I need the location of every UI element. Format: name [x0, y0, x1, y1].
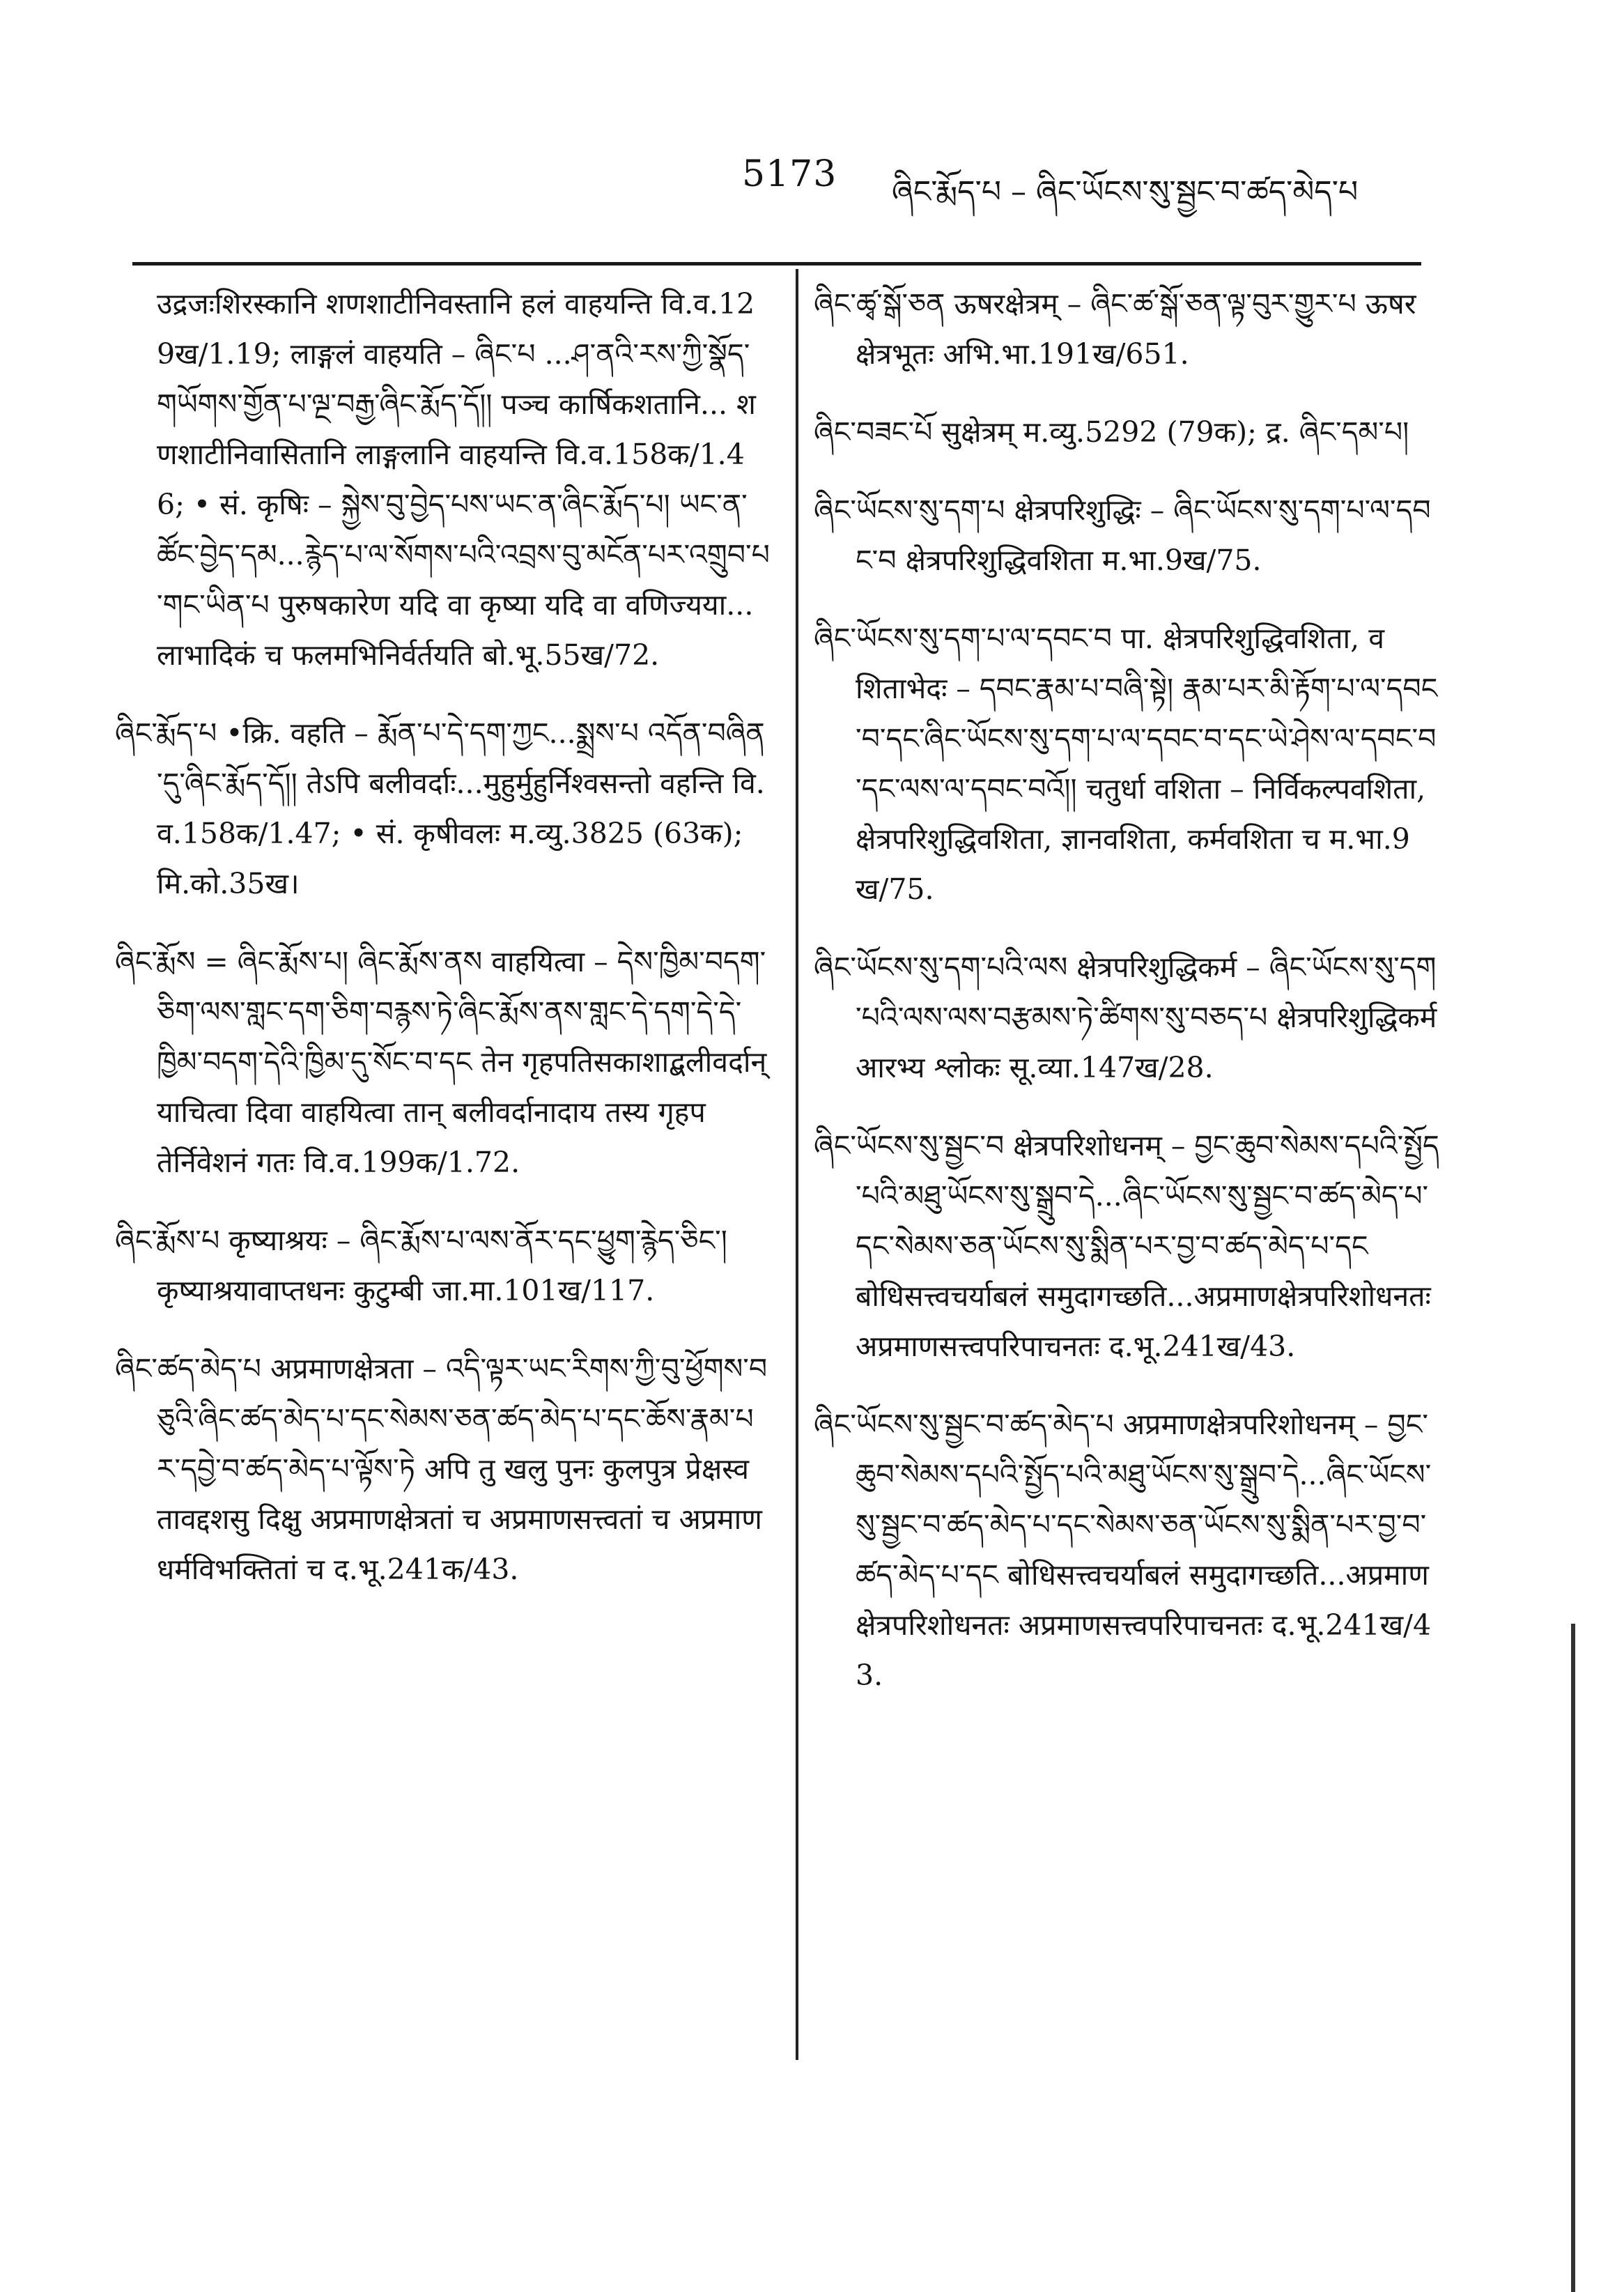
dictionary-entry	[814, 407, 1441, 457]
dictionary-entry	[814, 279, 1441, 379]
page-edge-line	[1571, 1624, 1575, 2292]
entry-text: ཞིང་ཡོངས་སུ་དག་པ་ལ་དབང་བ पा. क्षेत्रपरिशुद्धिवशिता, वशिताभेदः – དབང་རྣམ་པ་བཞི་སྟེ། རྣམ་པར་མི་རྟོག་པ་ལ་དབང་བ་དང་ཞིང་ཡོངས་སུ་དག་པ་ལ་དབང་བ་དང་ཡེ་ཤེས་ལ་དབང་བ་དང་ལས་ལ་དབང་བའོ།། चतुर्धा वशिता – निर्विकल्पवशिता, क्षेत्रपरिशुद्धिवशिता, ज्ञानवशिता, कर्मवशिता च म.भा.9ख/75.	[814, 622, 1438, 906]
entry-text: उद्रजःशिरस्कानि शणशाटीनिवस्तानि हलं वाहयन्ति वि.व.129ख/1.19; लाङ्गलं वाहयति – ཞིང་པ ...ཤ་ནའི་རས་ཀྱི་སྣོད་གཡོགས་གྱོན་པ་ལྔ་བརྒྱ་ཞིང་རྨོད་དོ།། पञ्च कार्षिकशतानि... शणशाटीनिवासितानि लाङ्गलानि वाहयन्ति वि.व.158क/1.46; • सं. कृषिः – སྐྱེས་བུ་བྱེད་པས་ཡང་ན་ཞིང་རྨོད་པ། ཡང་ན་ཚོང་བྱེད་དམ...རྙེད་པ་ལ་སོགས་པའི་འབྲས་བུ་མངོན་པར་འགྲུབ་པ་གང་ཡིན་པ पुरुषकारेण यदि वा कृष्या यदि वा वणिज्यया...लाभादिकं च फलमभिनिर्वर्तयति बो.भू.55ख/72.	[157, 287, 770, 672]
running-head: ཞིང་རྨོད་པ – ཞིང་ཡོངས་སུ་སྦྱང་བ་ཚད་མེད་པ	[892, 174, 1359, 210]
entry-text: ཞིང་རྨོད་པ •क्रि. वहति – རྨོན་པ་དེ་དག་ཀྱང...སྨྲས་པ འདོན་བཞིན་དུ་ཞིང་རྨོད་དོ།། तेऽपि बलीवर्दाः...मुहुर्मुहुर्निश्वसन्तो वहन्ति वि.व.158क/1.47; • सं. कृषीवलः म.व्यु.3825 (63क); मि.को.35ख।	[115, 716, 765, 900]
dictionary-entry	[115, 1344, 770, 1594]
header-rule	[132, 262, 1421, 266]
dictionary-entry	[115, 279, 770, 680]
dictionary-entry	[115, 1215, 770, 1316]
dictionary-entry	[115, 708, 770, 909]
right-column	[814, 279, 1441, 1728]
page-number: 5173	[742, 153, 837, 195]
entry-text: ཞིང་རྨོས = ཞིང་རྨོས་པ། ཞིང་རྨོས་ནས वाहयित्वा – དེས་ཁྱིམ་བདག་ཅིག་ལས་གླང་དག་ཅིག་བརྙས་ཏེ་ཞིང་རྨོས་ནས་གླང་དེ་དག་དེ་དེ་ཁྱིམ་བདག་དེའི་ཁྱིམ་དུ་སོང་བ་དང तेन गृहपतिसकाशाद्बलीवर्दान् याचित्वा दिवा वाहयित्वा तान् बलीवर्दानादाय तस्य गृहपतेर्निवेशनं गतः वि.व.199क/1.72.	[115, 945, 767, 1179]
dictionary-entry	[814, 1121, 1441, 1371]
dictionary-entry	[814, 613, 1441, 914]
entry-text: ཞིང་ཡོངས་སུ་སྦྱང་བ་ཚད་མེད་པ अप्रमाणक्षेत्रपरिशोधनम् – བྱང་ཆུབ་སེམས་དཔའི་སྤྱོད་པའི་མཐུ་ཡོངས་སུ་སྒྲུབ་དེ...ཞིང་ཡོངས་སུ་སྦྱང་བ་ཚད་མེད་པ་དང་སེམས་ཅན་ཡོངས་སུ་སྨིན་པར་བྱ་བ་ཚད་མེད་པ་དང बोधिसत्त्वचर्याबलं समुदागच्छति...अप्रमाणक्षेत्रपरिशोधनतः अप्रमाणसत्त्वपरिपाचनतः द.भू.241ख/43.	[814, 1408, 1432, 1692]
dictionary-entry	[814, 485, 1441, 585]
dictionary-entry	[814, 942, 1441, 1093]
entry-text: ཞིང་ཚད་མེད་པ अप्रमाणक्षेत्रता – འདི་ལྟར་ཡང་རིགས་ཀྱི་བུ་ཕྱོགས་བཅུའི་ཞིང་ཚད་མེད་པ་དང་སེམས་ཅན་ཚད་མེད་པ་དང་ཆོས་རྣམ་པར་དབྱེ་བ་ཚད་མེད་པ་ལྟོས་ཏེ अपि तु खलु पुनः कुलपुत्र प्रेक्षस्व तावद्दशसु दिक्षु अप्रमाणक्षेत्रतां च अप्रमाणसत्त्वतां च अप्रमाणधर्मविभक्तितां च द.भू.241क/43.	[115, 1352, 768, 1586]
dictionary-entry	[814, 1399, 1441, 1700]
column-divider	[796, 269, 798, 2060]
entry-text: ཞིང་ཡོངས་སུ་སྦྱང་བ क्षेत्रपरिशोधनम् – བྱང་ཆུབ་སེམས་དཔའི་སྤྱོད་པའི་མཐུ་ཡོངས་སུ་སྒྲུབ་དེ...ཞིང་ཡོངས་སུ་སྦྱང་བ་ཚད་མེད་པ་དང་སེམས་ཅན་ཡོངས་སུ་སྨིན་པར་བྱ་བ་ཚད་མེད་པ་དང बोधिसत्त्वचर्याबलं समुदागच्छति...अप्रमाणक्षेत्रपरिशोधनतः अप्रमाणसत्त्वपरिपाचनतः द.भू.241ख/43.	[814, 1129, 1439, 1363]
entry-text: ཞིང་ཡོངས་སུ་དག་པའི་ལས क्षेत्रपरिशुद्धिकर्म – ཞིང་ཡོངས་སུ་དག་པའི་ལས་ལས་བརྩམས་ཏེ་ཚིགས་སུ་བཅད་པ क्षेत्रपरिशुद्धिकर्म आरभ्य श्लोकः सू.व्या.147ख/28.	[814, 951, 1437, 1084]
entry-text: ཞིང་བཟང་པོ सुक्षेत्रम् म.व्यु.5292 (79क); द्र. ཞིང་དམ་པ།	[814, 415, 1409, 449]
entry-text: ཞིང་རྨོས་པ कृष्याश्रयः – ཞིང་རྨོས་པ་ལས་ནོར་དང་ཕྱུག་རྙེད་ཅིང་། कृष्याश्रयावाप्तधनः कुटुम्बी जा.मा.101ख/117.	[115, 1224, 727, 1307]
entry-text: ཞིང་ཡོངས་སུ་དག་པ क्षेत्रपरिशुद्धिः – ཞིང་ཡོངས་སུ་དག་པ་ལ་དབང་བ क्षेत्रपरिशुद्धिवशिता म.भा.9ख/75.	[814, 493, 1431, 577]
dictionary-entry	[115, 937, 770, 1187]
entry-text: ཞིང་ཚྭ་སྒོ་ཅན ऊषरक्षेत्रम् – ཞིང་ཚ་སྒོ་ཅན་ལྟ་བུར་གྱུར་པ ऊषरक्षेत्रभूतः अभि.भा.191ख/651.	[814, 287, 1416, 371]
page-header	[132, 139, 1435, 209]
left-column	[115, 279, 770, 1622]
